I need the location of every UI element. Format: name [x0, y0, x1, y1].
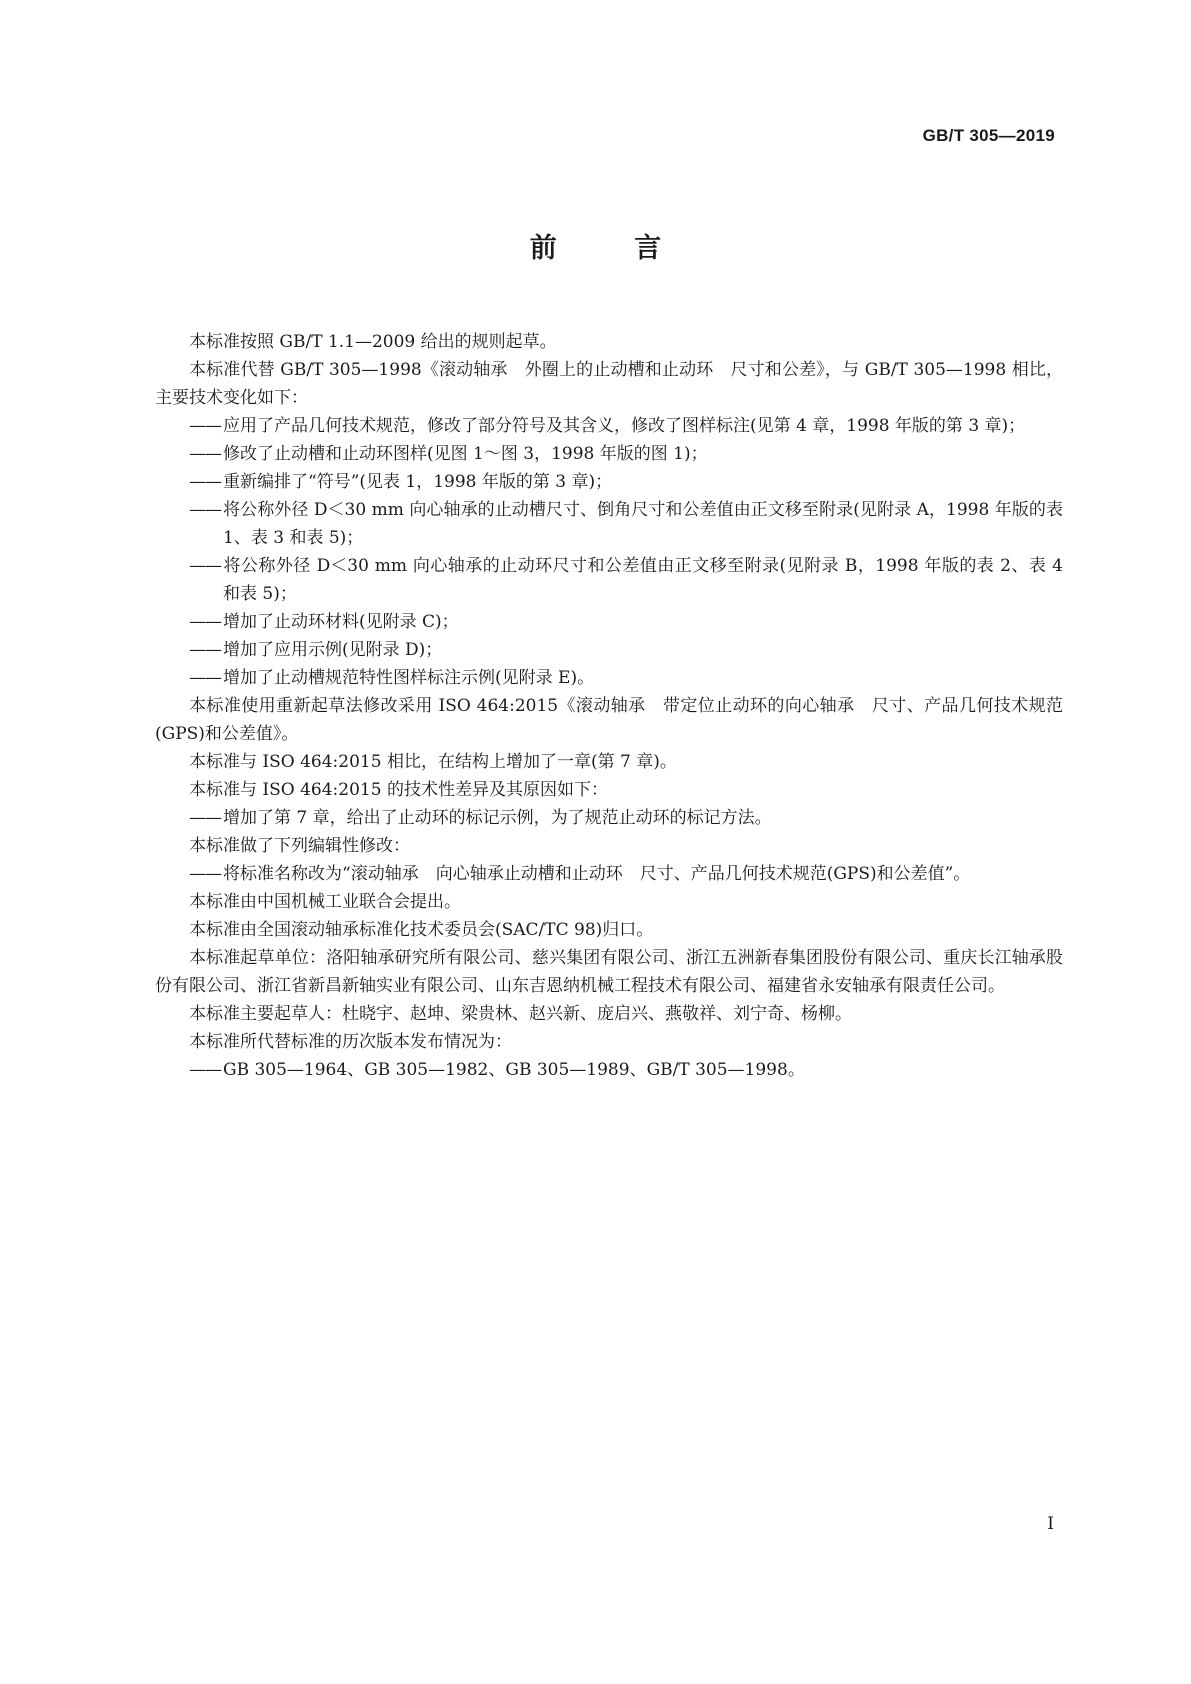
list-item-text: 增加了应用示例(见附录 D)；	[223, 640, 443, 660]
paragraph: 本标准代替 GB/T 305—1998《滚动轴承 外圈上的止动槽和止动环 尺寸和公差》，与 GB/T 305—1998 相比，主要技术变化如下：	[155, 360, 1063, 408]
list-item-text: GB 305—1964、GB 305—1982、GB 305—1989、GB/T 305—1998。	[223, 1060, 805, 1080]
list-item	[155, 440, 1063, 468]
list-item	[155, 1056, 1063, 1084]
list-item	[155, 608, 1063, 636]
paragraph: 本标准主要起草人：杜晓宇、赵坤、梁贵林、赵兴新、庞启兴、燕敬祥、刘宁奇、杨柳。	[189, 1004, 852, 1024]
document-body	[155, 328, 1063, 1084]
dash-marker: ——	[189, 1060, 221, 1080]
dash-marker: ——	[189, 472, 221, 492]
paragraph: 本标准使用重新起草法修改采用 ISO 464:2015《滚动轴承 带定位止动环的向心轴承 尺寸、产品几何技术规范(GPS)和公差值》。	[155, 696, 1063, 744]
list-item	[155, 496, 1063, 552]
list-item-text: 增加了止动槽规范特性图样标注示例(见附录 E)。	[223, 668, 595, 688]
dash-marker: ——	[189, 864, 221, 884]
dash-marker: ——	[189, 444, 221, 464]
list-item-text: 修改了止动槽和止动环图样(见图 1～图 3，1998 年版的图 1)；	[223, 444, 708, 464]
paragraph: 本标准按照 GB/T 1.1—2009 给出的规则起草。	[189, 332, 557, 352]
list-item	[155, 804, 1063, 832]
dash-marker: ——	[189, 500, 221, 520]
page-title: 前 言	[529, 233, 696, 264]
dash-marker: ——	[189, 416, 221, 436]
paragraph: 本标准做了下列编辑性修改：	[189, 836, 410, 856]
list-item	[155, 468, 1063, 496]
dash-marker: ——	[189, 808, 221, 828]
dash-marker: ——	[189, 668, 221, 688]
list-item-text: 将公称外径 D＜30 mm 向心轴承的止动环尺寸和公差值由正文移至附录(见附录 B，1998 年版的表 2、表 4 和表 5)；	[223, 556, 1063, 604]
paragraph: 本标准起草单位：洛阳轴承研究所有限公司、慈兴集团有限公司、浙江五洲新春集团股份有限公司、重庆长江轴承股份有限公司、浙江省新昌新轴实业有限公司、山东吉恩纳机械工程技术有限公司、福建省永安轴承有限责任公司。	[155, 948, 1063, 996]
list-item-text: 应用了产品几何技术规范，修改了部分符号及其含义，修改了图样标注(见第 4 章，1998 年版的第 3 章)；	[223, 416, 1026, 436]
dash-marker: ——	[189, 556, 221, 576]
list-item	[155, 412, 1063, 440]
dash-marker: ——	[189, 612, 221, 632]
paragraph: 本标准所代替标准的历次版本发布情况为：	[189, 1032, 512, 1052]
list-item-text: 将标准名称改为“滚动轴承 向心轴承止动槽和止动环 尺寸、产品几何技术规范(GPS)和公差值”。	[223, 864, 971, 884]
paragraph: 本标准与 ISO 464:2015 的技术性差异及其原因如下：	[189, 780, 608, 800]
list-item-text: 增加了止动环材料(见附录 C)；	[223, 612, 459, 632]
paragraph: 本标准与 ISO 464:2015 相比，在结构上增加了一章(第 7 章)。	[189, 752, 677, 772]
page-number: I	[1047, 1514, 1054, 1534]
standard-code: GB/T 305—2019	[922, 126, 1055, 145]
list-item-text: 重新编排了“符号”(见表 1，1998 年版的第 3 章)；	[223, 472, 613, 492]
list-item	[155, 636, 1063, 664]
list-item	[155, 552, 1063, 608]
paragraph: 本标准由中国机械工业联合会提出。	[189, 892, 461, 912]
list-item	[155, 664, 1063, 692]
list-item-text: 将公称外径 D＜30 mm 向心轴承的止动槽尺寸、倒角尺寸和公差值由正文移至附录(见附录 A，1998 年版的表 1、表 3 和表 5)；	[223, 500, 1063, 548]
list-item	[155, 860, 1063, 888]
list-item-text: 增加了第 7 章，给出了止动环的标记示例，为了规范止动环的标记方法。	[223, 808, 772, 828]
dash-marker: ——	[189, 640, 221, 660]
paragraph: 本标准由全国滚动轴承标准化技术委员会(SAC/TC 98)归口。	[189, 920, 654, 940]
